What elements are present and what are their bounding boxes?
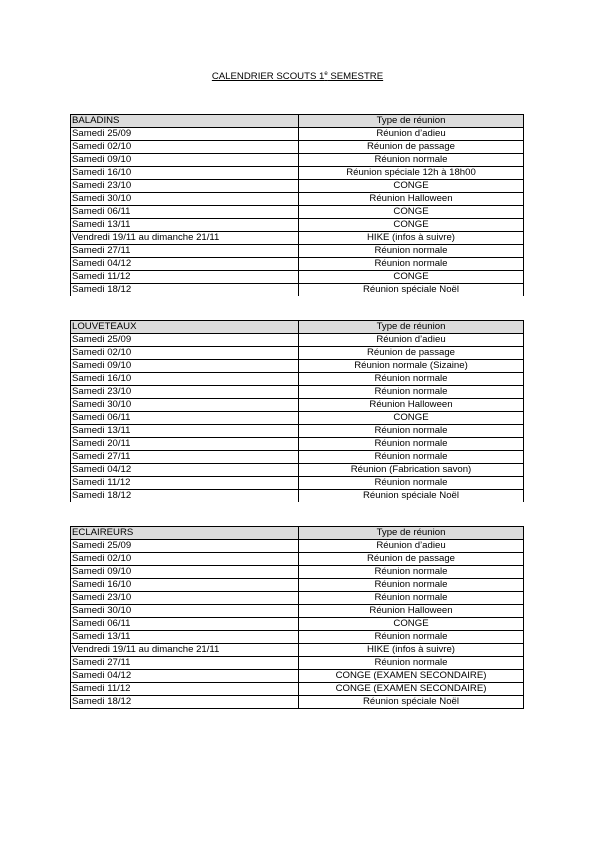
- date-cell: Samedi 25/09: [71, 334, 299, 347]
- date-cell: Samedi 11/12: [71, 271, 299, 284]
- table-row: [71, 464, 524, 477]
- date-cell: Samedi 27/11: [71, 657, 299, 670]
- meeting-type-cell: Réunion spéciale Noël: [299, 284, 524, 297]
- date-cell: Samedi 06/11: [71, 618, 299, 631]
- table-row: [71, 540, 524, 553]
- meeting-type-cell: Réunion spéciale Noël: [299, 696, 524, 709]
- table-row: [71, 373, 524, 386]
- date-cell: Samedi 11/12: [71, 683, 299, 696]
- table-row: [71, 334, 524, 347]
- date-cell: Samedi 13/11: [71, 425, 299, 438]
- table-row: [71, 386, 524, 399]
- table-row: [71, 360, 524, 373]
- meeting-type-cell: Réunion normale: [299, 477, 524, 490]
- date-cell: Samedi 16/10: [71, 373, 299, 386]
- meeting-type-cell: Réunion normale: [299, 451, 524, 464]
- table-row: [71, 657, 524, 670]
- meeting-type-cell: Réunion d’adieu: [299, 334, 524, 347]
- meeting-type-cell: Réunion Halloween: [299, 399, 524, 412]
- meeting-type-cell: Réunion normale: [299, 566, 524, 579]
- meeting-type-cell: Réunion normale: [299, 258, 524, 271]
- type-header: Type de réunion: [299, 321, 524, 334]
- date-cell: Vendredi 19/11 au dimanche 21/11: [71, 232, 299, 245]
- meeting-type-cell: Réunion normale: [299, 245, 524, 258]
- meeting-type-cell: CONGE: [299, 271, 524, 284]
- table-row: [71, 284, 524, 297]
- meeting-type-cell: Réunion d’adieu: [299, 540, 524, 553]
- date-cell: Samedi 20/11: [71, 438, 299, 451]
- meeting-type-cell: Réunion de passage: [299, 347, 524, 360]
- date-cell: Samedi 04/12: [71, 670, 299, 683]
- meeting-type-cell: CONGE: [299, 180, 524, 193]
- table-row: [71, 696, 524, 709]
- table-row: [71, 154, 524, 167]
- date-cell: Samedi 09/10: [71, 360, 299, 373]
- table-row: [71, 618, 524, 631]
- date-cell: Samedi 27/11: [71, 245, 299, 258]
- meeting-type-cell: CONGE: [299, 219, 524, 232]
- table-row: [71, 438, 524, 451]
- meeting-type-cell: Réunion Halloween: [299, 605, 524, 618]
- table-row: [71, 399, 524, 412]
- date-cell: Samedi 09/10: [71, 154, 299, 167]
- table-row: [71, 347, 524, 360]
- schedule-table-eclaireurs: [70, 526, 524, 709]
- date-cell: Vendredi 19/11 au dimanche 21/11: [71, 644, 299, 657]
- meeting-type-cell: Réunion spéciale 12h à 18h00: [299, 167, 524, 180]
- table-row: [71, 566, 524, 579]
- table-row: [71, 219, 524, 232]
- type-header: Type de réunion: [299, 115, 524, 128]
- date-cell: Samedi 23/10: [71, 386, 299, 399]
- table-header-row: [71, 527, 524, 540]
- date-cell: Samedi 11/12: [71, 477, 299, 490]
- table-row: [71, 232, 524, 245]
- table-row: [71, 683, 524, 696]
- date-cell: Samedi 02/10: [71, 141, 299, 154]
- group-name-header: LOUVETEAUX: [71, 321, 299, 334]
- date-cell: Samedi 18/12: [71, 284, 299, 297]
- table-row: [71, 271, 524, 284]
- date-cell: Samedi 23/10: [71, 180, 299, 193]
- meeting-type-cell: Réunion de passage: [299, 141, 524, 154]
- date-cell: Samedi 25/09: [71, 128, 299, 141]
- table-row: [71, 206, 524, 219]
- table-header-row: [71, 321, 524, 334]
- date-cell: Samedi 09/10: [71, 566, 299, 579]
- date-cell: Samedi 06/11: [71, 206, 299, 219]
- date-cell: Samedi 16/10: [71, 579, 299, 592]
- meeting-type-cell: Réunion normale: [299, 631, 524, 644]
- schedule-table-louveteaux: [70, 320, 524, 502]
- date-cell: Samedi 06/11: [71, 412, 299, 425]
- date-cell: Samedi 16/10: [71, 167, 299, 180]
- table-row: [71, 644, 524, 657]
- table-row: [71, 141, 524, 154]
- table-row: [71, 553, 524, 566]
- meeting-type-cell: Réunion normale: [299, 657, 524, 670]
- meeting-type-cell: CONGE: [299, 618, 524, 631]
- date-cell: Samedi 25/09: [71, 540, 299, 553]
- table-row: [71, 258, 524, 271]
- date-cell: Samedi 04/12: [71, 464, 299, 477]
- table-row: [71, 193, 524, 206]
- meeting-type-cell: CONGE (EXAMEN SECONDAIRE): [299, 683, 524, 696]
- title-superscript: e: [324, 70, 328, 77]
- date-cell: Samedi 30/10: [71, 399, 299, 412]
- meeting-type-cell: Réunion normale: [299, 425, 524, 438]
- meeting-type-cell: CONGE (EXAMEN SECONDAIRE): [299, 670, 524, 683]
- type-header: Type de réunion: [299, 527, 524, 540]
- table-row: [71, 425, 524, 438]
- meeting-type-cell: Réunion de passage: [299, 553, 524, 566]
- table-row: [71, 180, 524, 193]
- table-row: [71, 592, 524, 605]
- date-cell: Samedi 30/10: [71, 605, 299, 618]
- table-row: [71, 477, 524, 490]
- date-cell: Samedi 27/11: [71, 451, 299, 464]
- meeting-type-cell: HIKE (infos à suivre): [299, 232, 524, 245]
- meeting-type-cell: Réunion normale: [299, 592, 524, 605]
- table-row: [71, 670, 524, 683]
- date-cell: Samedi 13/11: [71, 219, 299, 232]
- table-row: [71, 490, 524, 503]
- meeting-type-cell: Réunion normale: [299, 438, 524, 451]
- table-row: [71, 605, 524, 618]
- meeting-type-cell: HIKE (infos à suivre): [299, 644, 524, 657]
- table-row: [71, 451, 524, 464]
- title-text: CALENDRIER SCOUTS 1: [211, 71, 325, 82]
- meeting-type-cell: Réunion Halloween: [299, 193, 524, 206]
- meeting-type-cell: CONGE: [299, 206, 524, 219]
- table-row: [71, 128, 524, 141]
- table-row: [71, 579, 524, 592]
- meeting-type-cell: Réunion normale: [299, 373, 524, 386]
- date-cell: Samedi 04/12: [71, 258, 299, 271]
- meeting-type-cell: Réunion normale: [299, 386, 524, 399]
- date-cell: Samedi 30/10: [71, 193, 299, 206]
- table-row: [71, 412, 524, 425]
- table-row: [71, 245, 524, 258]
- date-cell: Samedi 02/10: [71, 347, 299, 360]
- date-cell: Samedi 18/12: [71, 696, 299, 709]
- page-title: [0, 71, 595, 83]
- table-row: [71, 167, 524, 180]
- schedule-table-baladins: [70, 114, 524, 296]
- meeting-type-cell: CONGE: [299, 412, 524, 425]
- meeting-type-cell: Réunion normale: [299, 154, 524, 167]
- meeting-type-cell: Réunion normale (Sizaine): [299, 360, 524, 373]
- date-cell: Samedi 02/10: [71, 553, 299, 566]
- group-name-header: ECLAIREURS: [71, 527, 299, 540]
- meeting-type-cell: Réunion d’adieu: [299, 128, 524, 141]
- group-name-header: BALADINS: [71, 115, 299, 128]
- date-cell: Samedi 18/12: [71, 490, 299, 503]
- date-cell: Samedi 13/11: [71, 631, 299, 644]
- table-row: [71, 631, 524, 644]
- table-header-row: [71, 115, 524, 128]
- date-cell: Samedi 23/10: [71, 592, 299, 605]
- meeting-type-cell: Réunion normale: [299, 579, 524, 592]
- meeting-type-cell: Réunion spéciale Noël: [299, 490, 524, 503]
- title-rest: SEMESTRE: [327, 71, 384, 82]
- meeting-type-cell: Réunion (Fabrication savon): [299, 464, 524, 477]
